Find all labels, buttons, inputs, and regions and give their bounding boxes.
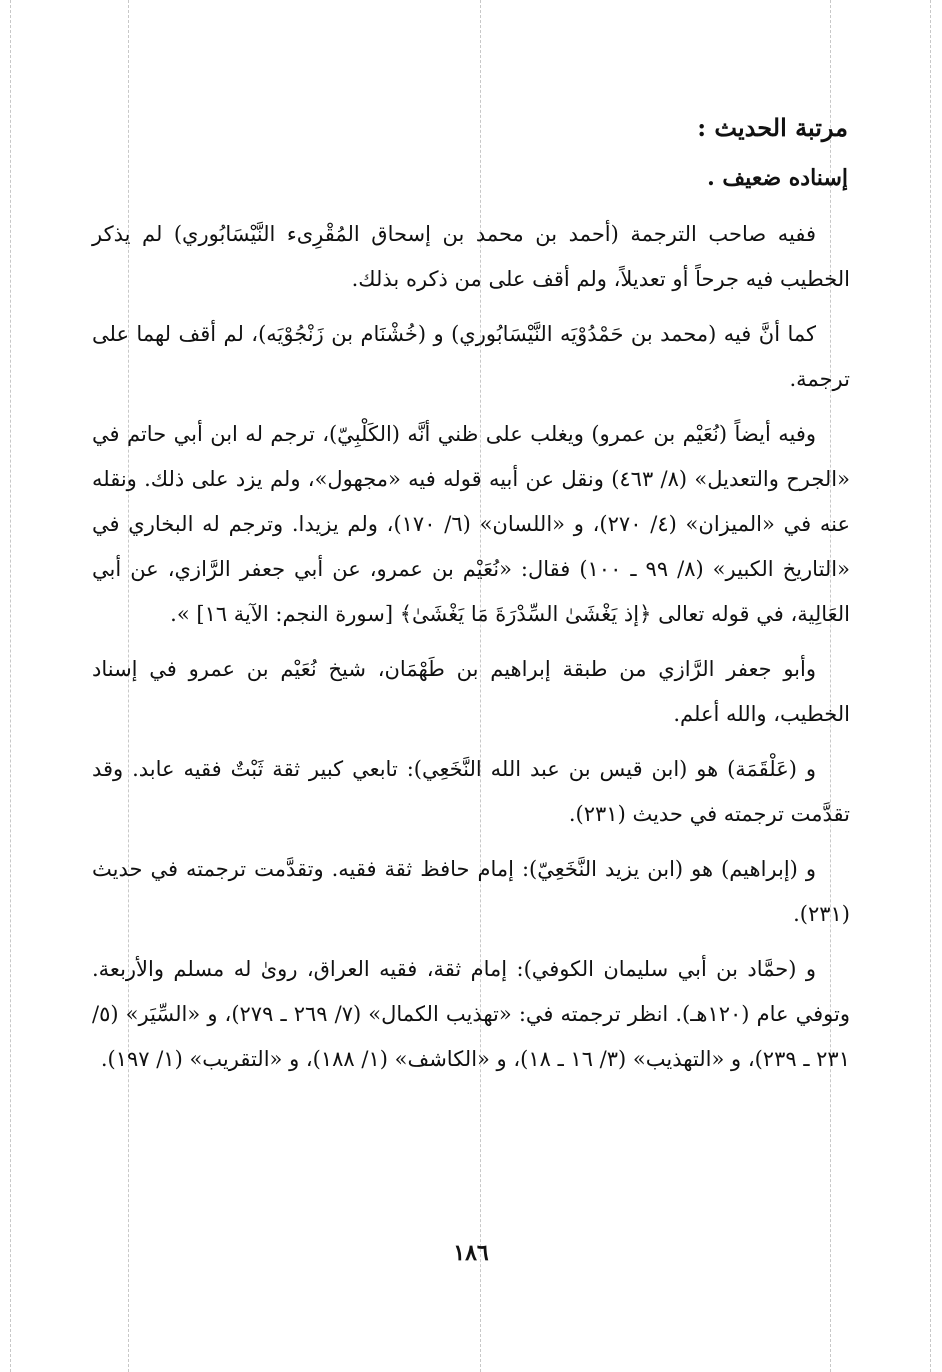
margin-guide-line bbox=[930, 0, 931, 1372]
page-number: ١٨٦ bbox=[453, 1240, 489, 1266]
paragraph-ibrahim: و (إبراهيم) هو (ابن يزيد النَّخَعِيّ): إمام حافظ ثقة فقيه. وتقدَّمت ترجمته في حديث (٢٣١). bbox=[92, 857, 850, 926]
paragraph-nuaym: وفيه أيضاً (نُعَيْم بن عمرو) ويغلب على ظني أنَّه (الكَلْبِيّ)، ترجم له ابن أبي حاتم في «الجرح والتعديل» (٨/ ٤٦٣) ونقل عن أبيه قوله فيه «مجهول»، ولم يزد على ذلك. ونقله عنه في «الميزان» (٤/ ٢٧٠)، و «اللسان» (٦/ ١٧٠)، ولم يزيدا. وترجم له البخاري في «التاريخ الكبير» (٨/ ٩٩ ـ ١٠٠) فقال: «نُعَيْم بن عمرو، عن أبي جعفر الرَّازي، عن أبي العَالِية، في قوله تعالى ﴿إذ يَغْشَىٰ السِّدْرَةَ مَا يَغْشَىٰ﴾ [سورة النجم: الآية ١٦] ». bbox=[92, 422, 850, 626]
hadith-grade: إسناده ضعيف . bbox=[707, 165, 848, 191]
paragraph-narrator: ففيه صاحب الترجمة (أحمد بن محمد بن إسحاق المُقْرِىء النَّيْسَابُوري) لم يذكر الخطيب فيه جرحاً أو تعديلاً، ولم أقف على من ذكره بذلك. bbox=[92, 222, 850, 291]
margin-guide-line bbox=[10, 0, 11, 1372]
paragraph-abu-jafar: وأبو جعفر الرَّازي من طبقة إبراهيم بن طَهْمَان، شيخ نُعَيْم بن عمرو في إسناد الخطيب، والله أعلم. bbox=[92, 657, 850, 726]
paragraph-hammad: و (حمَّاد بن أبي سليمان الكوفي): إمام ثقة، فقيه العراق، روىٰ له مسلم والأربعة. وتوفي عام (١٢٠هـ). انظر ترجمته في: «تهذيب الكمال» (٧/ ٢٦٩ ـ ٢٧٩)، و «السِّيَر» (٥/ ٢٣١ ـ ٢٣٩)، و «التهذيب» (٣/ ١٦ ـ ١٨)، و «الكاشف» (١/ ١٨٨)، و «التقريب» (١/ ١٩٧). bbox=[92, 957, 850, 1071]
main-text bbox=[92, 108, 850, 1092]
section-heading: مرتبة الحديث : bbox=[697, 113, 848, 142]
paragraph-unknown-narrators: كما أنَّ فيه (محمد بن حَمْدُوْيَه النَّيْسَابُوري) و (خُشْنَام بن زَنْجُوْيَه)، لم أقف لهما على ترجمة. bbox=[92, 322, 850, 391]
paragraph-alqama: و (عَلْقَمَة) هو (ابن قيس بن عبد الله النَّخَعِي): تابعي كبير ثقة ثَبْتٌ فقيه عابد. وقد تقدَّمت ترجمته في حديث (٢٣١). bbox=[92, 757, 850, 826]
